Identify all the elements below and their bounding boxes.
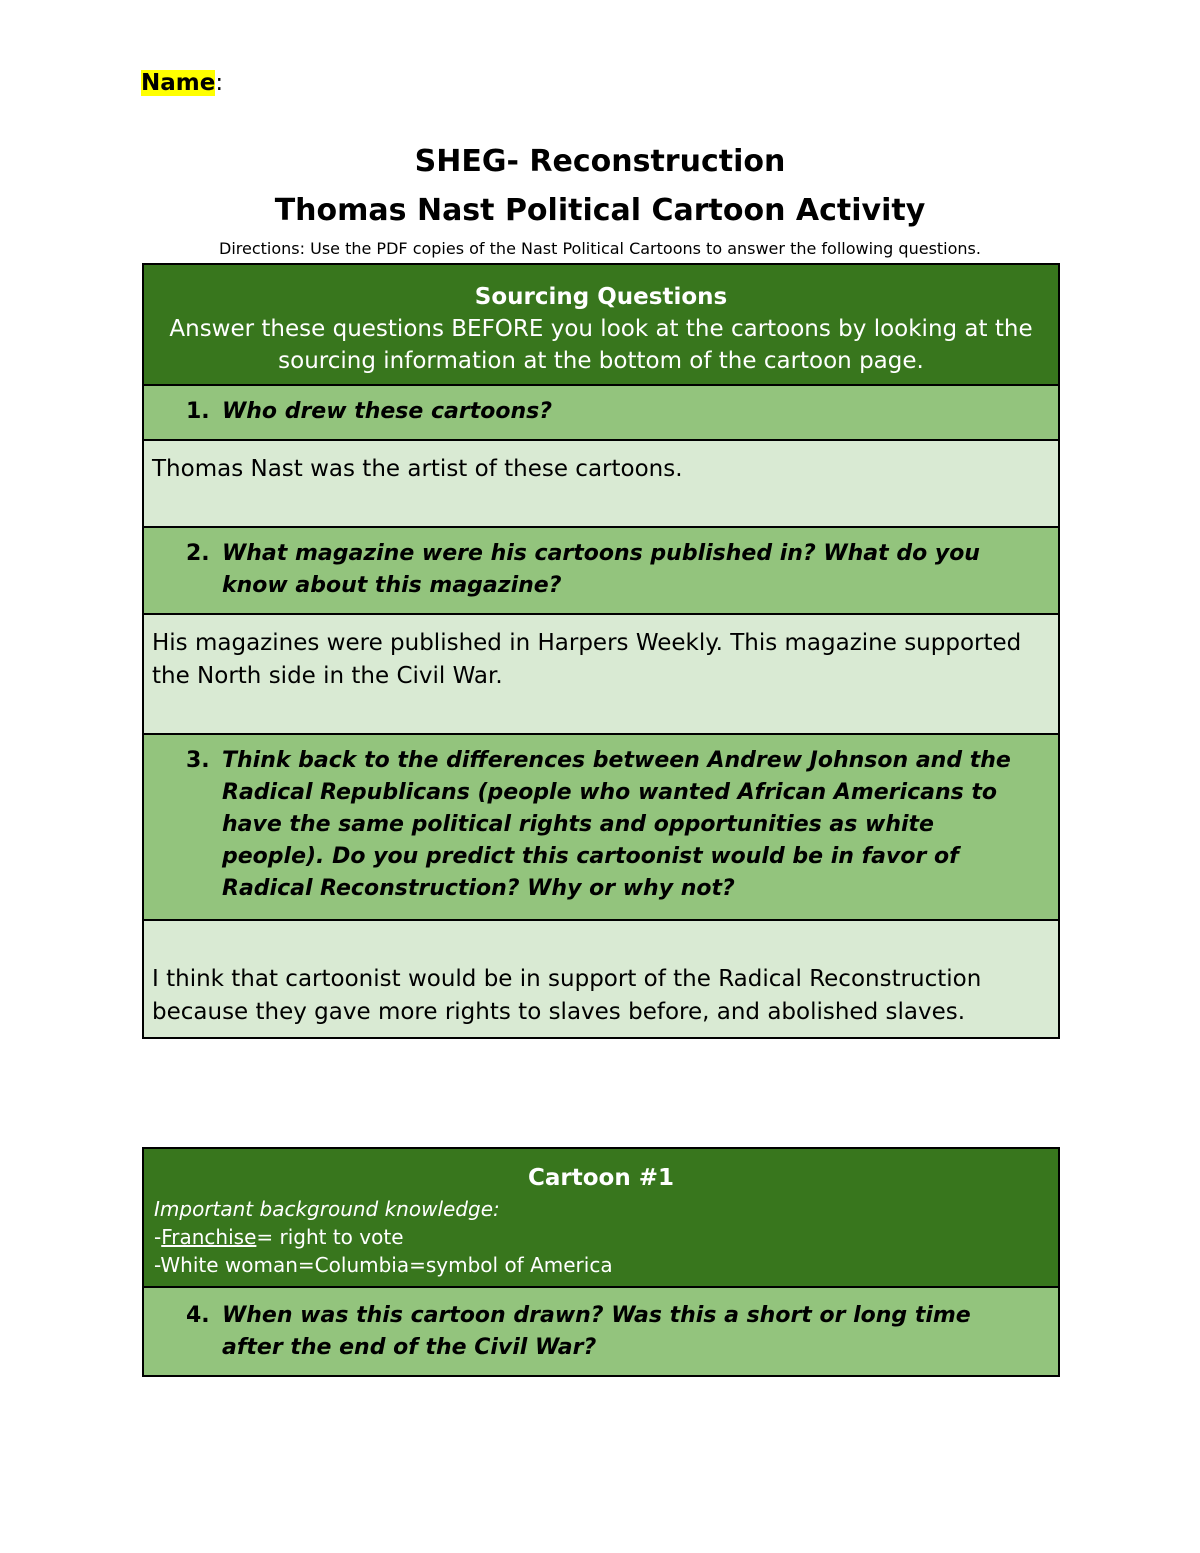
question-number: 3. <box>186 748 210 773</box>
franchise-meaning: = right to vote <box>256 1225 404 1249</box>
cartoon-1-table <box>142 1147 1060 1377</box>
answer-field-3[interactable]: I think that cartoonist would be in support of the Radical Reconstruction because they gave more rights to slaves before, and abolished slaves. <box>144 921 1058 1037</box>
question-text: When was this cartoon drawn? Was this a short or long time after the end of the Civil War? <box>222 1303 971 1360</box>
directions-text: Directions: Use the PDF copies of the Nast Political Cartoons to answer the following questions. <box>219 239 981 258</box>
cartoon-1-header <box>144 1149 1058 1288</box>
page-title: SHEG- Reconstruction <box>414 144 786 179</box>
franchise-term: Franchise <box>161 1225 257 1249</box>
question-row-3 <box>144 735 1058 921</box>
question-row-1 <box>144 386 1058 441</box>
definition-prefix: - <box>154 1225 162 1249</box>
name-colon: : <box>215 70 224 96</box>
name-field-label <box>141 70 223 96</box>
question-number: 2. <box>186 541 210 566</box>
question-row-2 <box>144 528 1058 615</box>
page-subtitle: Thomas Nast Political Cartoon Activity <box>274 193 926 228</box>
question-text: Think back to the differences between Andrew Johnson and the Radical Republicans (people who wanted African Americans to have the same political rights and opportunities as white people). Do you predict this cartoonist would be in favor of Radical Reconstruction? Why or why not? <box>222 748 1011 901</box>
cartoon-1-title: Cartoon #1 <box>528 1165 674 1191</box>
answer-field-1[interactable]: Thomas Nast was the artist of these cartoons. <box>144 441 1058 528</box>
sourcing-questions-table <box>142 263 1060 1039</box>
name-label: Name <box>141 70 216 96</box>
columbia-definition: -White woman=Columbia=symbol of America <box>154 1253 613 1277</box>
background-knowledge-label: Important background knowledge: <box>154 1197 500 1221</box>
answer-field-2[interactable]: His magazines were published in Harpers Weekly. This magazine supported the North side in the Civil War. <box>144 615 1058 735</box>
question-text: What magazine were his cartoons published in? What do you know about this magazine? <box>222 541 980 598</box>
question-text: Who drew these cartoons? <box>222 399 552 424</box>
question-number: 1. <box>186 399 210 424</box>
question-number: 4. <box>186 1303 210 1328</box>
sourcing-header <box>144 265 1058 386</box>
sourcing-instructions: Answer these questions BEFORE you look at the cartoons by looking at the sourcing information at the bottom of the cartoon page. <box>169 316 1033 374</box>
franchise-definition <box>154 1223 1058 1251</box>
question-row-4 <box>144 1288 1058 1375</box>
sourcing-title: Sourcing Questions <box>474 284 728 310</box>
